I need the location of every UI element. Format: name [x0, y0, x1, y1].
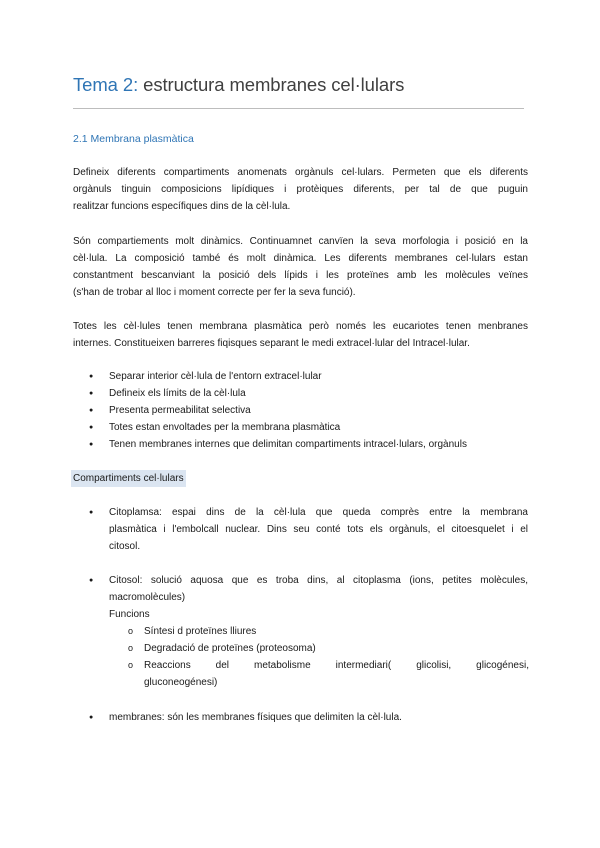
paragraph-line: constantment bescanviant la posició dels lípids i les proteïnes amb les molècules veïnes — [73, 270, 528, 281]
highlighted-heading: Compartiments cel·lulars — [71, 470, 186, 487]
item-line: macromolècules) — [109, 592, 186, 603]
sublist-line: Reaccions del metabolisme intermediari( glicolisi, glicogénesi, — [144, 660, 529, 671]
item-line: plasmàtica i l'embolcall nuclear. Dins seu conté tots els orgànuls, el citoesquelet i el — [109, 524, 528, 535]
bullet-icon: ● — [89, 714, 94, 721]
compartment-citosol — [73, 572, 528, 623]
compartment-membranes — [73, 709, 528, 726]
circle-bullet-icon: o — [128, 643, 134, 653]
list-item: ● Tenen membranes internes que delimitan compartiments intracel·lulars, orgànuls — [73, 436, 528, 453]
paragraph-line: Són compartiements molt dinàmics. Continuamnet canvïen la seva morfologia i posició en la — [73, 236, 528, 247]
bullet-list — [73, 368, 528, 453]
circle-bullet-icon: o — [128, 660, 134, 670]
paragraph-line: orgànuls tinguin composicions lipídiques i protèiques diferents, per tal de que puguin — [73, 184, 528, 195]
title-accent: Tema 2: — [73, 74, 139, 95]
sublist-line: Síntesi d proteïnes lliures — [144, 626, 257, 637]
paragraph-line: (s'han de trobar al lloc i moment correcte per fer la seva funció). — [73, 287, 356, 298]
compartment-citoplasma — [73, 504, 528, 555]
list-item: ● Totes estan envoltades per la membrana plasmàtica — [73, 419, 528, 436]
paragraph-2 — [73, 233, 528, 301]
funcions-label: Funcions — [109, 609, 150, 620]
sublist-line: gluconeogénesi) — [144, 677, 218, 688]
paragraph-3 — [73, 318, 528, 352]
paragraph-line: realitzar funcions específiques dins de la cèl·lula. — [73, 201, 291, 212]
sublist-item — [109, 640, 529, 657]
sublist-line: Degradació de proteïnes (proteosoma) — [144, 643, 316, 654]
item-line: Citosol: solució aquosa que es troba dins, al citoplasma (ions, petites molècules, — [109, 575, 528, 586]
paragraph-line: Defineix diferents compartiments anomenats orgànuls cel·lulars. Permeten que els diferents — [73, 167, 528, 178]
title-rest: estructura membranes cel·lulars — [138, 74, 405, 95]
item-line: Citoplamsa: espai dins de la cèl·lula que queda comprès entre la membrana — [109, 507, 528, 518]
sublist-item — [109, 623, 529, 640]
bullet-icon: ● — [89, 577, 94, 584]
page-title — [73, 74, 404, 96]
bullet-icon: ● — [89, 509, 94, 516]
item-line: membranes: són les membranes físiques que delimiten la cèl·lula. — [109, 712, 402, 723]
title-divider — [73, 108, 524, 109]
paragraph-line: cèl·lula. La composició també és molt dinàmica. Les diferents membranes cel·lulars estan — [73, 253, 528, 264]
list-item: ● Separar interior cèl·lula de l'entorn extracel·lular — [73, 368, 528, 385]
circle-bullet-icon: o — [128, 626, 134, 636]
paragraph-line: internes. Constitueixen barreres fiqisques separant le medi extracel·lular del Intracel·lular. — [73, 338, 470, 349]
list-item: ● Presenta permeabilitat selectiva — [73, 402, 528, 419]
sublist-item — [109, 657, 529, 691]
paragraph-1 — [73, 164, 528, 215]
funcions-sublist — [109, 623, 529, 691]
list-item: ● Defineix els límits de la cèl·lula — [73, 385, 528, 402]
paragraph-line: Totes les cèl·lules tenen membrana plasmàtica però només les eucariotes tenen menbranes — [73, 321, 528, 332]
item-line: citosol. — [109, 541, 141, 552]
section-heading: 2.1 Membrana plasmàtica — [73, 133, 194, 145]
